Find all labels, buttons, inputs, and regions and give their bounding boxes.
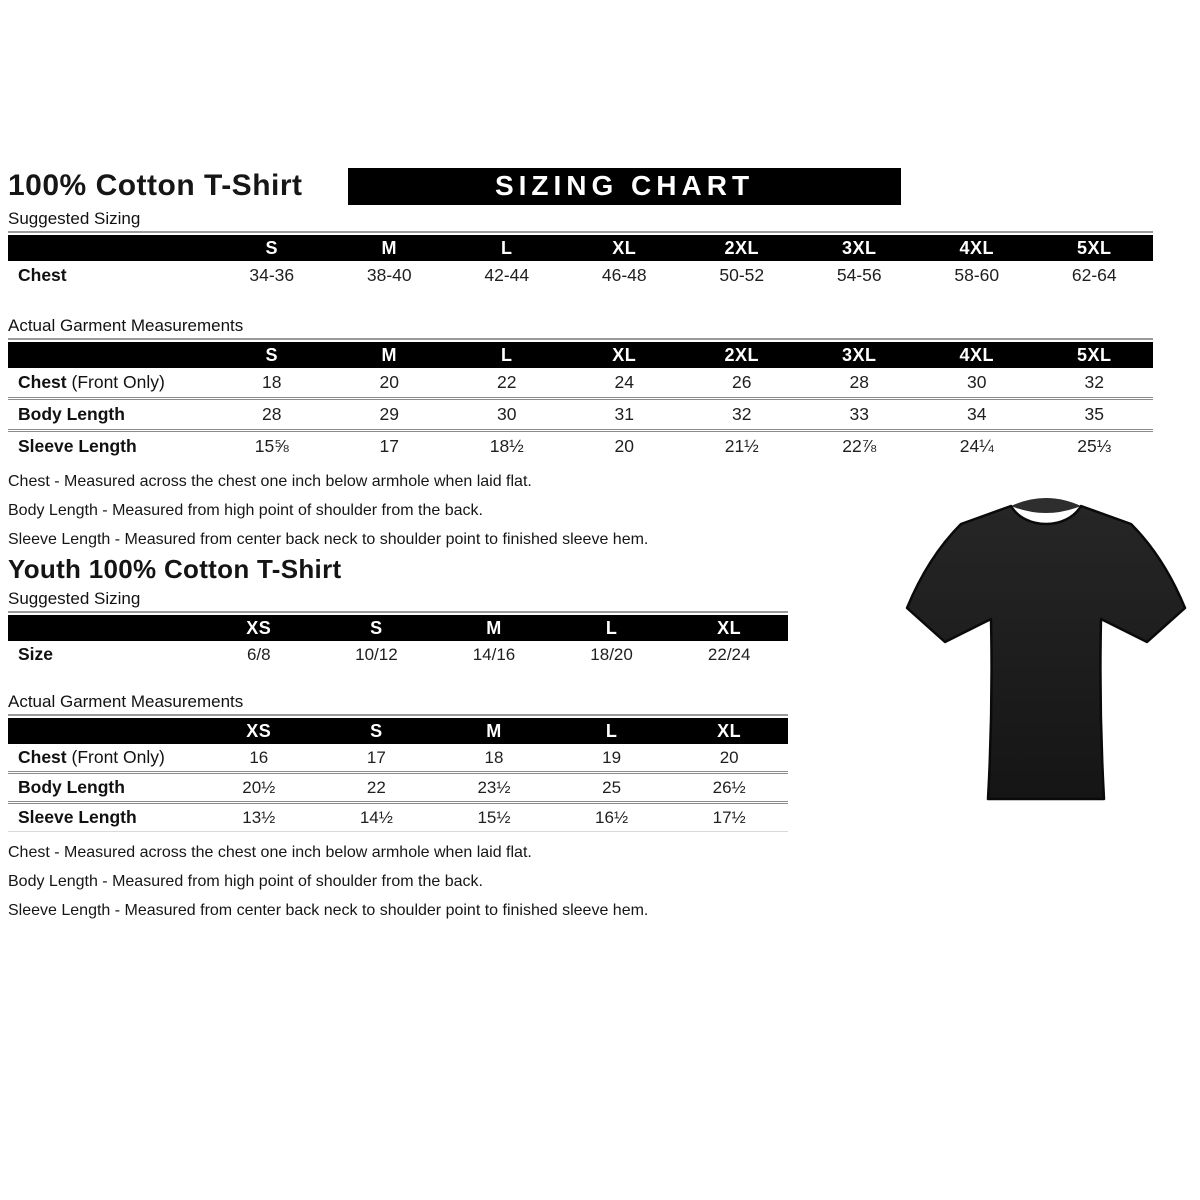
measurement-cell: 25 [602, 777, 622, 797]
table-row [8, 431, 1153, 462]
measurement-cell: 46-48 [601, 265, 647, 285]
measurement-cell: 34-36 [249, 265, 295, 285]
measurement-cell: 20½ [242, 777, 276, 797]
measurement-cell: 6/8 [246, 644, 271, 664]
measurement-cell: 26½ [712, 777, 746, 797]
measurement-cell: 14/16 [472, 644, 516, 664]
table-row [8, 803, 788, 832]
divider-line [8, 611, 788, 613]
measurement-cell: 28 [262, 404, 282, 424]
measurement-cell: 25⅓ [1077, 436, 1112, 456]
measurement-cell: 16 [249, 747, 269, 767]
measurement-cell: 10/12 [355, 644, 398, 664]
measurement-cell: 17½ [712, 807, 746, 827]
row-label: Chest (Front Only) [18, 372, 165, 392]
column-header-2xl: 2XL [683, 235, 801, 261]
table-header-row [8, 235, 1153, 261]
measurement-cell: 18 [262, 372, 282, 392]
column-header-xl: XL [670, 615, 788, 641]
measurement-cell: 30 [497, 404, 517, 424]
row-label: Sleeve Length [18, 436, 137, 456]
youth-actual-measurements-label: Actual Garment Measurements [8, 692, 244, 711]
column-header-3xl: 3XL [801, 235, 919, 261]
divider-line [8, 231, 1153, 233]
adult-actual-measurements-table [8, 342, 1153, 461]
page-header [8, 167, 1200, 205]
measurement-cell: 18½ [489, 436, 524, 456]
table-header-row [8, 615, 788, 641]
table-row [8, 744, 788, 773]
measurement-cell: 19 [602, 747, 622, 767]
column-header-2xl: 2XL [683, 342, 801, 368]
row-label: Chest [18, 265, 67, 285]
youth-measurement-notes [8, 838, 1200, 925]
column-header-3xl: 3XL [801, 342, 919, 368]
row-label: Body Length [18, 404, 125, 424]
measurement-cell: 42-44 [484, 265, 530, 285]
measurement-cell: 22⅞ [842, 436, 877, 456]
column-header-5xl: 5XL [1036, 235, 1154, 261]
column-header-xs: XS [200, 718, 318, 744]
measurement-cell: 13½ [242, 807, 276, 827]
table-row [8, 773, 788, 803]
measurement-cell: 18/20 [590, 644, 633, 664]
youth-section-title: Youth 100% Cotton T-Shirt [8, 554, 342, 584]
measurement-cell: 23½ [477, 777, 511, 797]
note-line: Chest - Measured across the chest one inch below armhole when laid flat. [8, 844, 532, 861]
adult-actual-measurements-label: Actual Garment Measurements [8, 316, 244, 335]
column-header-l: L [448, 342, 566, 368]
page-title: 100% Cotton T-Shirt [8, 169, 303, 202]
measurement-cell: 62-64 [1071, 265, 1117, 285]
row-label: Chest (Front Only) [18, 747, 165, 767]
column-header-m: M [331, 342, 449, 368]
measurement-cell: 14½ [359, 807, 393, 827]
table-corner-cell [8, 718, 200, 744]
measurement-cell: 54-56 [836, 265, 882, 285]
measurement-cell: 17 [379, 436, 399, 456]
measurement-cell: 34 [967, 404, 987, 424]
column-header-5xl: 5XL [1036, 342, 1154, 368]
column-header-l: L [553, 718, 671, 744]
note-line: Sleeve Length - Measured from center back neck to shoulder point to finished sleeve hem. [8, 902, 649, 919]
tshirt-body [907, 506, 1185, 799]
measurement-cell: 17 [366, 747, 386, 767]
divider-line [8, 714, 788, 716]
sizing-chart-banner [348, 168, 901, 205]
table-row [8, 261, 1153, 290]
note-line: Sleeve Length - Measured from center back neck to shoulder point to finished sleeve hem. [8, 531, 649, 548]
adult-suggested-sizing-label: Suggested Sizing [8, 209, 141, 228]
table-header-row [8, 342, 1153, 368]
measurement-cell: 20 [379, 372, 399, 392]
adult-suggested-sizing-table [8, 235, 1153, 290]
column-header-m: M [435, 615, 553, 641]
column-header-s: S [213, 342, 331, 368]
measurement-cell: 22 [366, 777, 386, 797]
table-row [8, 641, 788, 668]
column-header-4xl: 4XL [918, 235, 1036, 261]
column-header-s: S [318, 718, 436, 744]
note-line: Chest - Measured across the chest one inch below armhole when laid flat. [8, 473, 532, 490]
column-header-m: M [331, 235, 449, 261]
measurement-cell: 38-40 [366, 265, 412, 285]
table-row [8, 399, 1153, 431]
row-label: Body Length [18, 777, 125, 797]
sizing-chart-banner-label: SIZING CHART [494, 170, 755, 201]
measurement-cell: 33 [849, 404, 869, 424]
measurement-cell: 29 [379, 404, 399, 424]
table-header-row [8, 718, 788, 744]
column-header-xs: XS [200, 615, 318, 641]
column-header-l: L [448, 235, 566, 261]
measurement-cell: 35 [1084, 404, 1104, 424]
row-label: Size [18, 644, 54, 664]
column-header-l: L [553, 615, 671, 641]
column-header-4xl: 4XL [918, 342, 1036, 368]
measurement-cell: 32 [732, 404, 752, 424]
measurement-cell: 24¼ [959, 436, 994, 456]
black-tshirt-image [900, 487, 1192, 813]
measurement-cell: 22 [497, 372, 517, 392]
column-header-s: S [318, 615, 436, 641]
measurement-cell: 18 [484, 747, 504, 767]
measurement-cell: 22/24 [707, 644, 751, 664]
youth-actual-measurements-table [8, 718, 788, 832]
measurement-cell: 31 [614, 404, 634, 424]
column-header-m: M [435, 718, 553, 744]
measurement-cell: 26 [732, 372, 752, 392]
measurement-cell: 16½ [595, 807, 629, 827]
table-corner-cell [8, 342, 213, 368]
column-header-xl: XL [566, 235, 684, 261]
measurement-cell: 50-52 [719, 265, 765, 285]
measurement-cell: 15⅝ [254, 436, 289, 456]
measurement-cell: 24 [614, 372, 634, 392]
note-line: Body Length - Measured from high point of shoulder from the back. [8, 873, 483, 890]
youth-suggested-sizing-label: Suggested Sizing [8, 589, 141, 608]
measurement-cell: 30 [967, 372, 987, 392]
table-row [8, 368, 1153, 399]
measurement-cell: 28 [849, 372, 869, 392]
table-corner-cell [8, 235, 213, 261]
measurement-cell: 58-60 [954, 265, 1000, 285]
measurement-cell: 20 [614, 436, 634, 456]
column-header-xl: XL [670, 718, 788, 744]
measurement-cell: 20 [719, 747, 739, 767]
tshirt-back-collar [1011, 498, 1081, 513]
youth-suggested-sizing-table [8, 615, 788, 668]
measurement-cell: 21½ [724, 436, 759, 456]
measurement-cell: 15½ [477, 807, 511, 827]
note-line: Body Length - Measured from high point of shoulder from the back. [8, 502, 483, 519]
divider-line [8, 338, 1153, 340]
column-header-xl: XL [566, 342, 684, 368]
measurement-cell: 32 [1084, 372, 1104, 392]
row-label: Sleeve Length [18, 807, 137, 827]
table-corner-cell [8, 615, 200, 641]
column-header-s: S [213, 235, 331, 261]
